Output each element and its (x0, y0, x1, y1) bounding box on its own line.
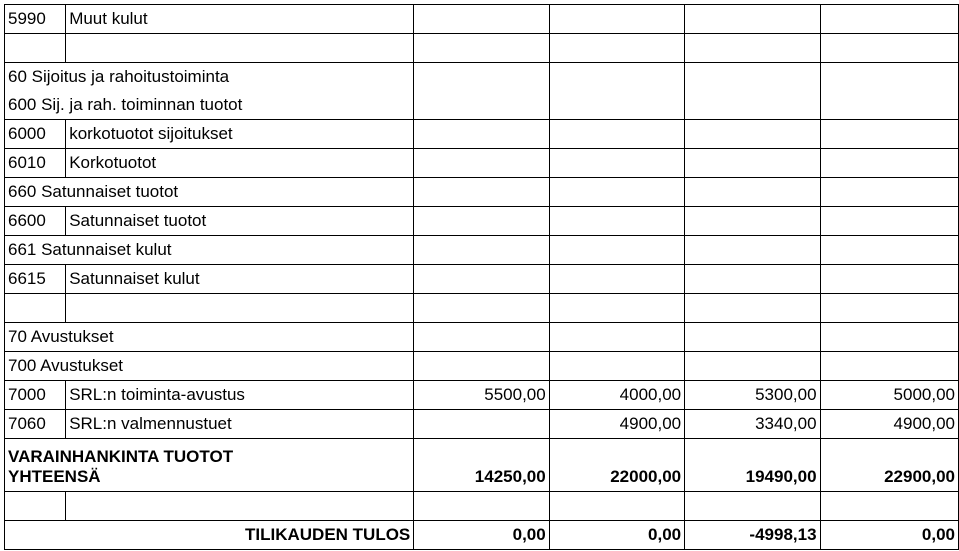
table-row-6000 (5, 120, 959, 149)
account-code: 6600 (5, 207, 66, 236)
total-label-line2: YHTEENSÄ (8, 467, 101, 486)
group-title: 60 Sijoitus ja rahoitustoiminta (5, 63, 414, 92)
account-name: Muut kulut (66, 5, 414, 34)
account-code: 7000 (5, 381, 66, 410)
account-name: Satunnaiset tuotot (66, 207, 414, 236)
value-cell: 5000,00 (820, 381, 958, 410)
total-value: 22900,00 (820, 439, 958, 492)
total-value: 19490,00 (685, 439, 820, 492)
group-title: 70 Avustukset (5, 323, 414, 352)
account-code: 6615 (5, 265, 66, 294)
blank-row (5, 492, 959, 521)
group-header-660 (5, 178, 959, 207)
group-header-700 (5, 352, 959, 381)
group-title: 600 Sij. ja rah. toiminnan tuotot (5, 91, 414, 120)
blank-row (5, 294, 959, 323)
account-name: Korkotuotot (66, 149, 414, 178)
account-code: 7060 (5, 410, 66, 439)
value-cell: 3340,00 (685, 410, 820, 439)
total-value: 14250,00 (414, 439, 549, 492)
value-cell: 5300,00 (685, 381, 820, 410)
group-header-70 (5, 323, 959, 352)
account-table (4, 4, 959, 550)
result-label: TILIKAUDEN TULOS (5, 521, 414, 550)
group-header-661 (5, 236, 959, 265)
value-cell: 4000,00 (549, 381, 684, 410)
result-value: -4998,13 (685, 521, 820, 550)
total-value: 22000,00 (549, 439, 684, 492)
result-value: 0,00 (820, 521, 958, 550)
total-label (5, 439, 414, 492)
account-code: 6000 (5, 120, 66, 149)
table-row-6600 (5, 207, 959, 236)
account-code: 6010 (5, 149, 66, 178)
result-value: 0,00 (414, 521, 549, 550)
table-row-6615 (5, 265, 959, 294)
table-row-5990 (5, 5, 959, 34)
group-title: 700 Avustukset (5, 352, 414, 381)
total-row (5, 439, 959, 492)
table-row-7060 (5, 410, 959, 439)
account-code: 5990 (5, 5, 66, 34)
total-label-line1: VARAINHANKINTA TUOTOT (8, 447, 234, 466)
group-title: 660 Satunnaiset tuotot (5, 178, 414, 207)
result-row (5, 521, 959, 550)
result-value: 0,00 (549, 521, 684, 550)
account-name: SRL:n valmennustuet (66, 410, 414, 439)
account-name: SRL:n toiminta-avustus (66, 381, 414, 410)
group-header-60 (5, 63, 959, 92)
value-cell: 4900,00 (549, 410, 684, 439)
group-header-600 (5, 91, 959, 120)
table-row-6010 (5, 149, 959, 178)
value-cell (414, 410, 549, 439)
group-title: 661 Satunnaiset kulut (5, 236, 414, 265)
account-name: korkotuotot sijoitukset (66, 120, 414, 149)
value-cell: 5500,00 (414, 381, 549, 410)
account-name: Satunnaiset kulut (66, 265, 414, 294)
blank-row (5, 34, 959, 63)
table-row-7000 (5, 381, 959, 410)
value-cell: 4900,00 (820, 410, 958, 439)
